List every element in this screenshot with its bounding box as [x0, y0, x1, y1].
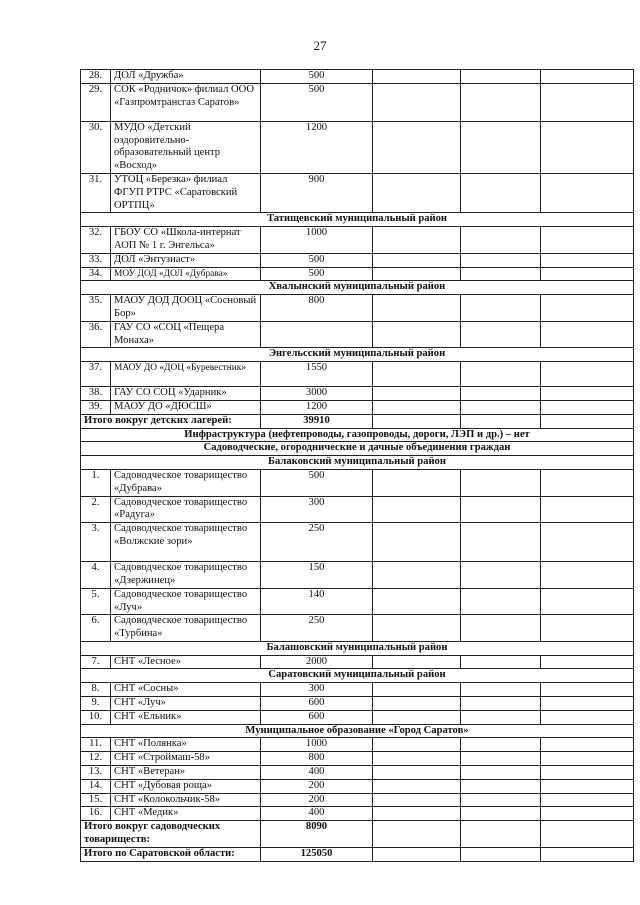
- row-value: 500: [261, 83, 373, 121]
- empty-cell: [541, 321, 634, 348]
- row-value: 500: [261, 267, 373, 281]
- row-value: 800: [261, 295, 373, 322]
- table-row: [81, 227, 634, 254]
- table-row: [81, 469, 634, 496]
- row-number: 1.: [81, 469, 111, 496]
- empty-cell: [373, 227, 461, 254]
- table-row: [81, 807, 634, 821]
- table-row: [81, 588, 634, 615]
- row-name: МУДО «Детский оздоровительно-образовательный центр «Восход»: [111, 121, 261, 173]
- row-name: СНТ «Медик»: [111, 807, 261, 821]
- row-name: УТОЦ «Березка» филиал ФГУП РТРС «Саратовский ОРТПЦ»: [111, 173, 261, 212]
- row-value: 1200: [261, 121, 373, 173]
- empty-cell: [541, 70, 634, 84]
- row-name: СОК «Родничок» филиал ООО «Газпромтрансгаз Саратов»: [111, 83, 261, 121]
- row-value: 800: [261, 752, 373, 766]
- section-title: Балаковский муниципальный район: [81, 456, 634, 470]
- section-header-row: [81, 641, 634, 655]
- table-row: [81, 779, 634, 793]
- row-number: 33.: [81, 253, 111, 267]
- empty-cell: [541, 362, 634, 387]
- row-value: 400: [261, 807, 373, 821]
- row-number: 30.: [81, 121, 111, 173]
- row-name: Садоводческое товарищество «Дубрава»: [111, 469, 261, 496]
- empty-cell: [461, 253, 541, 267]
- empty-cell: [541, 807, 634, 821]
- total-row: [81, 847, 634, 861]
- row-value: 200: [261, 793, 373, 807]
- empty-cell: [461, 469, 541, 496]
- row-value: 250: [261, 523, 373, 562]
- row-number: 8.: [81, 683, 111, 697]
- empty-cell: [373, 173, 461, 212]
- empty-cell: [461, 752, 541, 766]
- row-value: 1000: [261, 738, 373, 752]
- data-table: [80, 69, 634, 862]
- row-number: 34.: [81, 267, 111, 281]
- table-row: [81, 793, 634, 807]
- total-value: 8090: [261, 821, 373, 848]
- row-number: 9.: [81, 697, 111, 711]
- table-row: [81, 253, 634, 267]
- row-number: 3.: [81, 523, 111, 562]
- row-value: 300: [261, 683, 373, 697]
- row-number: 29.: [81, 83, 111, 121]
- empty-cell: [461, 267, 541, 281]
- empty-cell: [461, 738, 541, 752]
- empty-cell: [373, 362, 461, 387]
- empty-cell: [373, 793, 461, 807]
- table-row: [81, 362, 634, 387]
- row-number: 13.: [81, 766, 111, 780]
- empty-cell: [373, 710, 461, 724]
- section-header-row: [81, 456, 634, 470]
- empty-cell: [541, 697, 634, 711]
- empty-cell: [373, 83, 461, 121]
- row-name: СНТ «Луч»: [111, 697, 261, 711]
- empty-cell: [461, 588, 541, 615]
- table-row: [81, 738, 634, 752]
- section-header-row: [81, 213, 634, 227]
- empty-cell: [373, 295, 461, 322]
- empty-cell: [373, 387, 461, 401]
- row-name: Садоводческое товарищество «Дзержинец»: [111, 562, 261, 589]
- row-number: 5.: [81, 588, 111, 615]
- empty-cell: [373, 121, 461, 173]
- section-title: Муниципальное образование «Город Саратов»: [81, 724, 634, 738]
- empty-cell: [541, 173, 634, 212]
- empty-cell: [461, 847, 541, 861]
- section-title: Хвалынский муниципальный район: [81, 281, 634, 295]
- empty-cell: [541, 496, 634, 523]
- empty-cell: [541, 779, 634, 793]
- row-number: 10.: [81, 710, 111, 724]
- empty-cell: [373, 738, 461, 752]
- row-value: 1000: [261, 227, 373, 254]
- total-value: 39910: [261, 414, 373, 428]
- empty-cell: [373, 655, 461, 669]
- table-row: [81, 683, 634, 697]
- table-body: [81, 70, 634, 862]
- table-row: [81, 496, 634, 523]
- section-header-row: [81, 428, 634, 442]
- row-value: 150: [261, 562, 373, 589]
- row-number: 31.: [81, 173, 111, 212]
- empty-cell: [541, 793, 634, 807]
- empty-cell: [373, 400, 461, 414]
- empty-cell: [541, 710, 634, 724]
- empty-cell: [373, 469, 461, 496]
- section-header-row: [81, 669, 634, 683]
- row-name: Садоводческое товарищество «Турбина»: [111, 615, 261, 642]
- row-value: 500: [261, 70, 373, 84]
- empty-cell: [541, 267, 634, 281]
- empty-cell: [541, 562, 634, 589]
- row-name: МОУ ДОД «ДОЛ «Дубрава»: [111, 267, 261, 281]
- row-value: 600: [261, 697, 373, 711]
- empty-cell: [373, 752, 461, 766]
- row-number: 12.: [81, 752, 111, 766]
- empty-cell: [461, 793, 541, 807]
- row-name: ГБОУ СО «Школа-интернат АОП № 1 г. Энгельса»: [111, 227, 261, 254]
- empty-cell: [461, 710, 541, 724]
- row-number: 16.: [81, 807, 111, 821]
- section-title: Садоводческие, огороднические и дачные объединения граждан: [81, 442, 634, 456]
- row-name: СНТ «Строймаш-58»: [111, 752, 261, 766]
- empty-cell: [541, 523, 634, 562]
- empty-cell: [461, 821, 541, 848]
- section-header-row: [81, 724, 634, 738]
- table-row: [81, 766, 634, 780]
- row-number: 6.: [81, 615, 111, 642]
- empty-cell: [541, 121, 634, 173]
- table-row: [81, 295, 634, 322]
- row-number: 39.: [81, 400, 111, 414]
- section-title: Инфраструктура (нефтепроводы, газопроводы, дороги, ЛЭП и др.) – нет: [81, 428, 634, 442]
- row-number: 38.: [81, 387, 111, 401]
- row-value: 400: [261, 766, 373, 780]
- row-name: СНТ «Сосны»: [111, 683, 261, 697]
- table-row: [81, 697, 634, 711]
- empty-cell: [373, 766, 461, 780]
- row-value: 1550: [261, 362, 373, 387]
- section-title: Энгельсский муниципальный район: [81, 348, 634, 362]
- row-name: ГАУ СО «СОЦ «Пещера Монаха»: [111, 321, 261, 348]
- empty-cell: [461, 387, 541, 401]
- row-name: СНТ «Колокольчик-58»: [111, 793, 261, 807]
- total-value: 125050: [261, 847, 373, 861]
- empty-cell: [541, 821, 634, 848]
- empty-cell: [541, 655, 634, 669]
- empty-cell: [541, 83, 634, 121]
- row-value: 500: [261, 469, 373, 496]
- section-header-row: [81, 348, 634, 362]
- row-name: Садоводческое товарищество «Радуга»: [111, 496, 261, 523]
- empty-cell: [541, 752, 634, 766]
- row-name: ДОЛ «Дружба»: [111, 70, 261, 84]
- section-title: Саратовский муниципальный район: [81, 669, 634, 683]
- total-row: [81, 821, 634, 848]
- table-row: [81, 173, 634, 212]
- empty-cell: [461, 121, 541, 173]
- empty-cell: [541, 400, 634, 414]
- empty-cell: [541, 847, 634, 861]
- section-header-row: [81, 281, 634, 295]
- row-value: 2000: [261, 655, 373, 669]
- row-number: 15.: [81, 793, 111, 807]
- empty-cell: [461, 70, 541, 84]
- row-name: Садоводческое товарищество «Луч»: [111, 588, 261, 615]
- table-row: [81, 267, 634, 281]
- empty-cell: [461, 83, 541, 121]
- row-value: 600: [261, 710, 373, 724]
- empty-cell: [373, 847, 461, 861]
- row-value: 500: [261, 253, 373, 267]
- empty-cell: [541, 227, 634, 254]
- empty-cell: [541, 414, 634, 428]
- empty-cell: [541, 615, 634, 642]
- row-value: 140: [261, 588, 373, 615]
- row-value: 200: [261, 779, 373, 793]
- empty-cell: [541, 683, 634, 697]
- page-number: 27: [313, 38, 327, 53]
- row-name: МАОУ ДО «ДЮСШ»: [111, 400, 261, 414]
- row-name: СНТ «Ветеран»: [111, 766, 261, 780]
- empty-cell: [373, 496, 461, 523]
- total-label: Итого по Саратовской области:: [81, 847, 261, 861]
- row-value: 900: [261, 173, 373, 212]
- empty-cell: [541, 469, 634, 496]
- table-row: [81, 655, 634, 669]
- empty-cell: [373, 697, 461, 711]
- row-name: ДОЛ «Энтузиаст»: [111, 253, 261, 267]
- table-row: [81, 321, 634, 348]
- table-row: [81, 710, 634, 724]
- row-name: СНТ «Полянка»: [111, 738, 261, 752]
- empty-cell: [373, 523, 461, 562]
- section-title: Балашовский муниципальный район: [81, 641, 634, 655]
- row-value: 1200: [261, 400, 373, 414]
- total-row: [81, 414, 634, 428]
- empty-cell: [461, 697, 541, 711]
- table-row: [81, 83, 634, 121]
- empty-cell: [541, 253, 634, 267]
- row-value: 300: [261, 496, 373, 523]
- empty-cell: [373, 588, 461, 615]
- row-number: 2.: [81, 496, 111, 523]
- table-row: [81, 523, 634, 562]
- empty-cell: [541, 387, 634, 401]
- table-row: [81, 615, 634, 642]
- empty-cell: [461, 295, 541, 322]
- empty-cell: [461, 173, 541, 212]
- row-name: СНТ «Ельник»: [111, 710, 261, 724]
- row-number: 37.: [81, 362, 111, 387]
- row-number: 36.: [81, 321, 111, 348]
- empty-cell: [461, 414, 541, 428]
- table-row: [81, 121, 634, 173]
- empty-cell: [541, 738, 634, 752]
- empty-cell: [461, 655, 541, 669]
- empty-cell: [373, 562, 461, 589]
- row-name: МАОУ ДО «ДОЦ «Буревестник»: [111, 362, 261, 387]
- empty-cell: [461, 807, 541, 821]
- empty-cell: [461, 400, 541, 414]
- empty-cell: [461, 496, 541, 523]
- empty-cell: [373, 807, 461, 821]
- row-name: СНТ «Лесное»: [111, 655, 261, 669]
- total-label: Итого вокруг садоводческих товариществ:: [81, 821, 261, 848]
- total-label: Итого вокруг детских лагерей:: [81, 414, 261, 428]
- table-row: [81, 752, 634, 766]
- empty-cell: [461, 321, 541, 348]
- empty-cell: [461, 615, 541, 642]
- empty-cell: [461, 227, 541, 254]
- empty-cell: [461, 562, 541, 589]
- row-number: 35.: [81, 295, 111, 322]
- empty-cell: [461, 779, 541, 793]
- section-title: Татищевский муниципальный район: [81, 213, 634, 227]
- empty-cell: [541, 295, 634, 322]
- row-name: Садоводческое товарищество «Волжские зори»: [111, 523, 261, 562]
- empty-cell: [373, 615, 461, 642]
- row-number: 11.: [81, 738, 111, 752]
- empty-cell: [461, 523, 541, 562]
- row-name: ГАУ СО СОЦ «Ударник»: [111, 387, 261, 401]
- section-header-row: [81, 442, 634, 456]
- row-number: 28.: [81, 70, 111, 84]
- empty-cell: [373, 70, 461, 84]
- row-value: 3000: [261, 387, 373, 401]
- empty-cell: [461, 766, 541, 780]
- table-row: [81, 400, 634, 414]
- empty-cell: [373, 321, 461, 348]
- row-number: 7.: [81, 655, 111, 669]
- empty-cell: [461, 683, 541, 697]
- row-number: 14.: [81, 779, 111, 793]
- row-name: СНТ «Дубовая роща»: [111, 779, 261, 793]
- empty-cell: [541, 588, 634, 615]
- row-number: 32.: [81, 227, 111, 254]
- row-value: [261, 321, 373, 348]
- row-value: 250: [261, 615, 373, 642]
- table-row: [81, 70, 634, 84]
- empty-cell: [373, 821, 461, 848]
- table-row: [81, 387, 634, 401]
- empty-cell: [373, 683, 461, 697]
- empty-cell: [373, 779, 461, 793]
- empty-cell: [461, 362, 541, 387]
- empty-cell: [373, 414, 461, 428]
- empty-cell: [373, 267, 461, 281]
- row-number: 4.: [81, 562, 111, 589]
- table-row: [81, 562, 634, 589]
- row-name: МАОУ ДОД ДООЦ «Сосновый Бор»: [111, 295, 261, 322]
- empty-cell: [373, 253, 461, 267]
- empty-cell: [541, 766, 634, 780]
